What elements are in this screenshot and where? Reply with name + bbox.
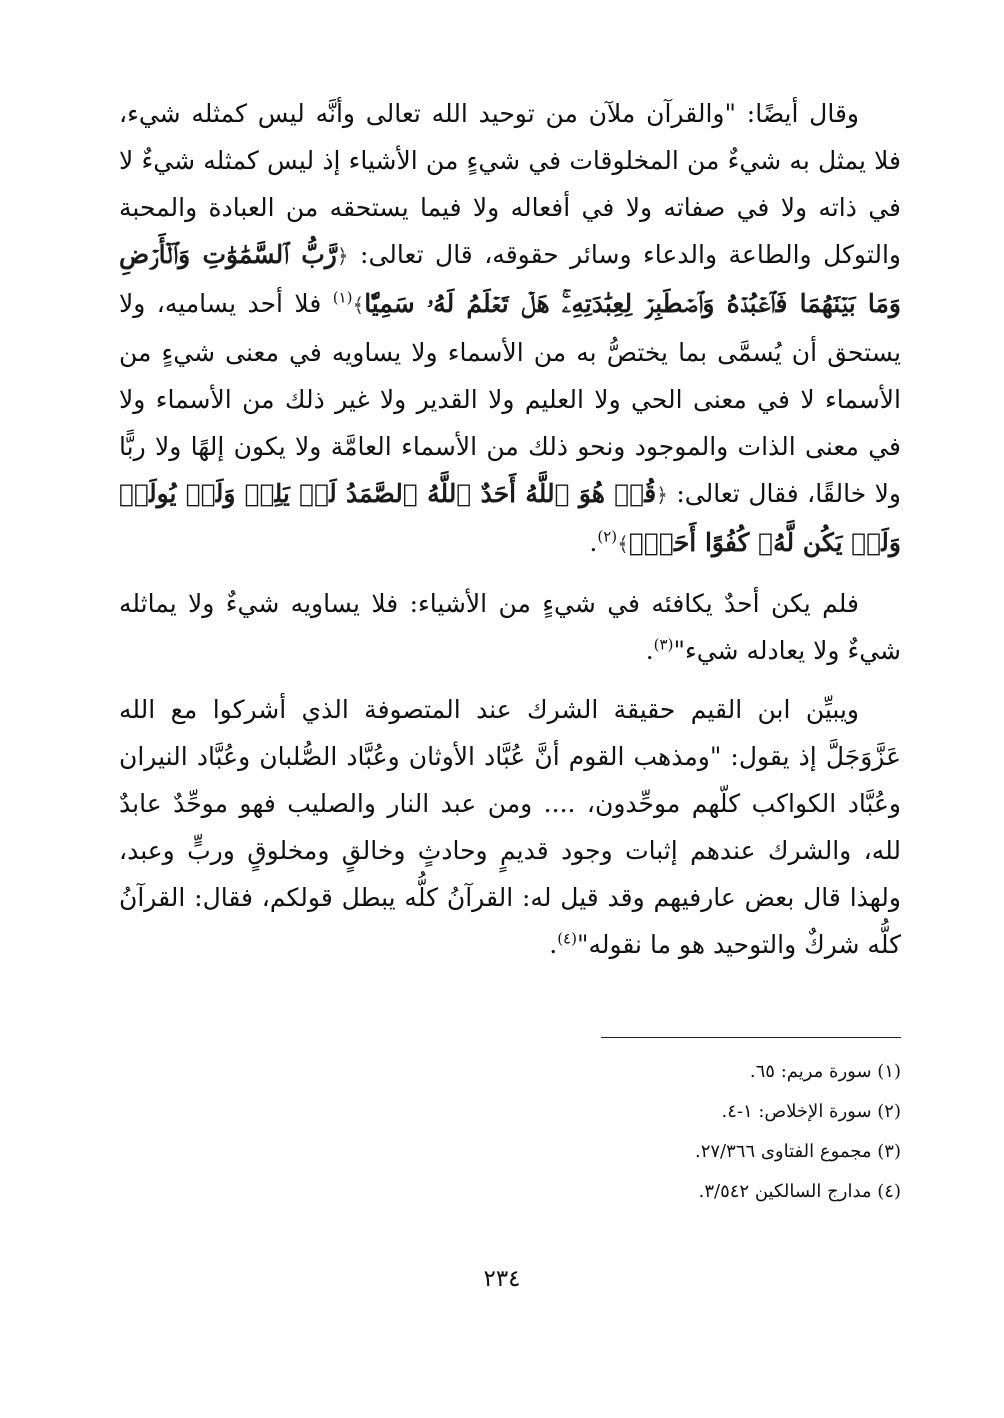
paragraph-3	[119, 686, 901, 968]
footnote-2: (٢) سورة الإخلاص: ١-٤.	[721, 1101, 901, 1122]
page-number: ٢٣٤	[483, 1266, 521, 1292]
paragraph-2-end: .	[645, 636, 654, 665]
footnotes	[119, 1052, 901, 1212]
footnote-ref-4: (٤)	[557, 929, 577, 948]
paragraph-2	[119, 580, 901, 674]
quran-close-bracket: ﴾	[352, 293, 365, 317]
footnote-divider	[601, 1037, 901, 1038]
quran-open-bracket-2: ﴿	[656, 483, 668, 507]
quran-verse-ikhlas: قُلۡ هُوَ ٱللَّهُ أَحَدٌ ٱللَّهُ ٱلصَّمَدُ لَمۡ يَلِدۡ وَلَمۡ يُولَدۡ وَلَمۡ يَكُن لَّهُۥ كُفُوًا أَحَدُۢ	[119, 479, 901, 557]
footnote-4: (٤) مدارج السالكين ٣/٥٤٢.	[698, 1181, 901, 1202]
footnote-1: (١) سورة مريم: ٦٥.	[749, 1061, 901, 1082]
quran-open-bracket: ﴿	[336, 244, 349, 268]
paragraph-3-text: ويبيِّن ابن القيم حقيقة الشرك عند المتصوفة الذي أشركوا مع الله عَزَّوَجَلَّ إذ يقول: "ومذهب القوم أنَّ عُبَّاد الأوثان وعُبَّاد الصُّلبان وعُبَّاد النيران وعُبَّاد الكواكب كلّهم موحِّدون، .... ومن عبد النار والصليب فهو موحِّدٌ عابدٌ لله، والشرك عندهم إثبات وجود قديمٍ وحادثٍ وخالقٍ ومخلوقٍ وربٍّ وعبد، ولهذا قال بعض عارفيهم وقد قيل له: القرآنُ كلُّه يبطل قولكم، فقال: القرآنُ كلُّه شركٌ والتوحيد هو ما نقوله"	[119, 695, 901, 959]
footnote-ref-1: (١)	[332, 288, 353, 307]
footnote-ref-3: (٣)	[653, 635, 674, 654]
paragraph-3-end: .	[549, 930, 558, 959]
paragraph-1-continuation: فلا أحد يساميه، ولا يستحق أن يُسمَّى بما يختصُّ به من الأسماء ولا يساويه في معنى شيءٍ من الأسماء لا في معنى الحي ولا العليم ولا القدير ولا غير ذلك من الأسماء ولا في معنى الذات والموجود ونحو ذلك من الأسماء العامَّة ولا يكون إلهًا ولا ربًّا ولا خالقًا، فقال تعالى:	[119, 289, 902, 508]
paragraph-2-text: فلم يكن أحدٌ يكافئه في شيءٍ من الأشياء: فلا يساويه شيءٌ ولا يماثله شيءٌ ولا يعادله شيء"	[119, 589, 901, 665]
paragraph-1-text: وقال أيضًا: "والقرآن ملآن من توحيد الله تعالى وأنَّه ليس كمثله شيء، فلا يمثل به شيءٌ من المخلوقات في شيءٍ من الأشياء إذ ليس كمثله شيءٌ لا في ذاته ولا في صفاته ولا في أفعاله ولا فيما يستحقه من العبادة والمحبة والتوكل والطاعة والدعاء وسائر حقوقه، قال تعالى:	[119, 99, 901, 269]
quran-close-bracket-2: ﴾	[617, 532, 629, 556]
quran-verse-maryam: رَّبُّ ٱلسَّمَٰوَٰتِ وَٱلۡأَرۡضِ وَمَا بَيۡنَهُمَا فَٱعۡبُدۡهُ وَٱصۡطَبِرۡ لِعِبَٰدَتِهِۦۚ هَلۡ تَعۡلَمُ لَهُۥ سَمِيّٗا	[119, 240, 901, 318]
footnote-ref-2: (٢)	[597, 527, 618, 546]
footnote-3: (٣) مجموع الفتاوى ٢٧/٣٦٦.	[694, 1141, 901, 1162]
paragraph-1	[119, 90, 901, 568]
paragraph-1-end: .	[589, 528, 598, 557]
main-text	[119, 90, 901, 980]
